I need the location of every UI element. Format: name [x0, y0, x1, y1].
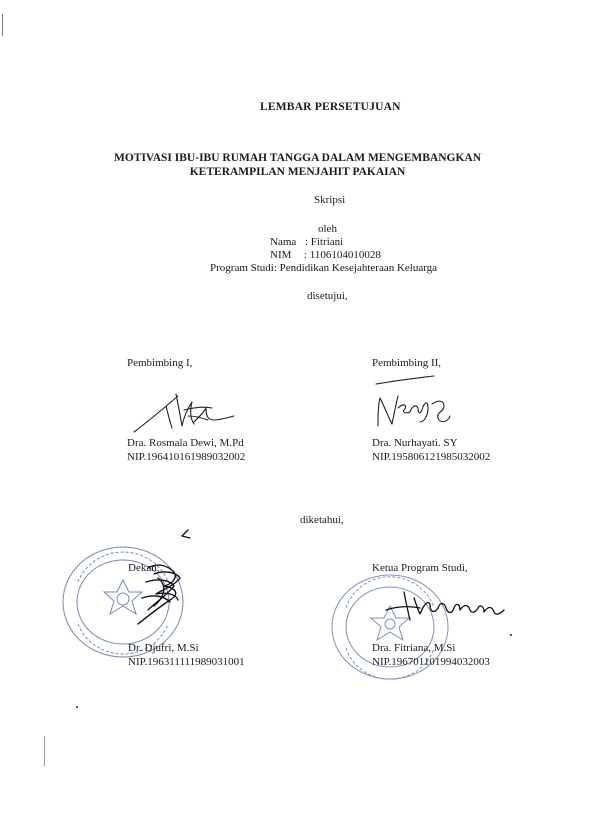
dean-name: Dr. Djufri, M.Si — [128, 642, 199, 654]
program-head-name: Dra. Fitriana, M.Si — [372, 642, 456, 654]
supervisor1-signature — [130, 386, 240, 436]
nim-value: : 1106104010028 — [304, 249, 381, 261]
supervisor1-name: Dra. Rosmala Dewi, M.Pd — [127, 437, 244, 449]
nim-label: NIM — [270, 249, 292, 261]
program-line: Program Studi: Pendidikan Kesejahteraan Keluarga — [210, 262, 438, 274]
approved-label: disetujui, — [307, 290, 348, 302]
supervisor2-role: Pembimbing II, — [372, 357, 442, 369]
acknowledged-label: diketahui, — [300, 514, 344, 526]
program-head-nip: NIP.196701101994032003 — [372, 656, 490, 668]
name-value: : Fitriani — [305, 236, 344, 248]
supervisor1-nip: NIP.196410161989032002 — [127, 451, 246, 463]
page-heading: LEMBAR PERSETUJUAN — [260, 101, 401, 113]
thesis-title-line1: MOTIVASI IBU-IBU RUMAH TANGGA DALAM MENGEMBANGKAN — [113, 152, 482, 164]
document-type: Skripsi — [314, 194, 346, 206]
supervisor2-name: Dra. Nurhayati. SY — [372, 437, 458, 449]
dean-nip: NIP.196311111989031001 — [128, 656, 245, 668]
supervisor1-role: Pembimbing I, — [127, 357, 193, 369]
thesis-title-line2: KETERAMPILAN MENJAHIT PAKAIAN — [189, 166, 406, 178]
program-head-signature — [380, 584, 510, 624]
dean-role: Dekan, — [128, 562, 160, 574]
scan-dot — [76, 706, 78, 708]
supervisor2-signature — [372, 372, 462, 432]
by-label: oleh — [318, 223, 337, 235]
program-head-role: Ketua Program Studi, — [372, 562, 468, 574]
supervisor2-nip: NIP.195806121985032002 — [372, 451, 491, 463]
scan-mark-bottom — [44, 736, 45, 766]
scan-mark-top — [2, 14, 3, 36]
name-label: Nama — [270, 236, 297, 248]
scan-dot-right — [510, 634, 512, 636]
dean-signature — [118, 528, 198, 628]
